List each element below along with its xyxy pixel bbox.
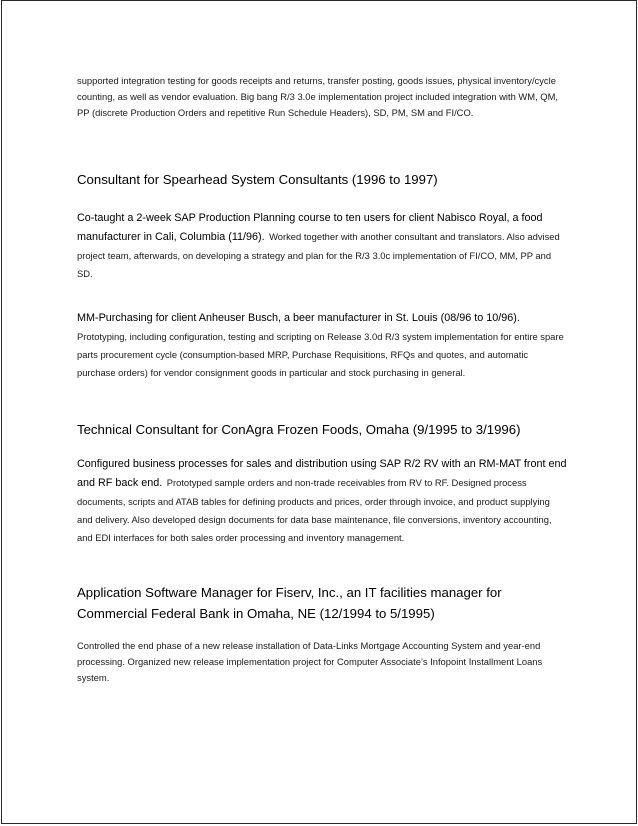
entry-fiserv: Controlled the end phase of a new release installation of Data-Links Mortgage Accounting System and year-end processing. Organized new release implementation project for Computer Associate’s Infopoint Installment Loans system. [77,640,543,683]
entry-body: Worked together with another consultant and translators. Also advised project team, afterwards, on developing a strategy and plan for the R/3 3.0c implementation of FI/CO, MM, PP and SD. [77,231,560,279]
entry-nabisco [77,208,567,282]
section-heading-conagra: Technical Consultant for ConAgra Frozen Foods, Omaha (9/1995 to 3/1996) [77,422,521,437]
page-content [77,71,567,686]
entry-lead: MM-Purchasing for client Anheuser Busch, a beer manufacturer in St. Louis (08/96 to 10/96). [77,312,520,324]
resume-page [1,0,637,824]
entry-anheuser-busch [77,308,567,381]
entry-lead: Configured business processes for sales and distribution using SAP R/2 RV with an RM-MAT front end and RF back end. [77,458,567,489]
intro-paragraph: supported integration testing for goods receipts and returns, transfer posting, goods issues, physical inventory/cycle counting, as well as vendor evaluation. Big bang R/3 3.0e implementation project included integration with WM, QM, PP (discrete Production Orders and repetitive Run Schedule Headers), SD, PM, SM and FI/CO. [77,75,558,118]
entry-body: Prototyping, including configuration, testing and scripting on Release 3.0d R/3 system implementation for entire spare parts procurement cycle (consumption-based MRP, Purchase Requisitions, RFQs and quotes, and automatic purchase orders) for vendor consignment goods in particular and stock purchasing in general. [77,331,564,378]
entry-conagra [77,454,567,546]
entry-body: Prototyped sample orders and non-trade receivables from RV to RF. Designed process documents, scripts and ATAB tables for defining products and prices, order through invoice, and product supplying and delivery. Also developed design documents for data base maintenance, file conversions, inventory accounting, and EDI interfaces for both sales order processing and inventory management. [77,477,552,543]
entry-lead: Co-taught a 2-week SAP Production Planning course to ten users for client Nabisco Royal, a food manufacturer in Cali, Columbia (11/96). [77,212,543,243]
section-heading-fiserv: Application Software Manager for Fiserv, Inc., an IT facilities manager for Commercial Federal Bank in Omaha, NE (12/1994 to 5/1995) [77,585,502,621]
section-heading-spearhead: Consultant for Spearhead System Consultants (1996 to 1997) [77,172,438,187]
